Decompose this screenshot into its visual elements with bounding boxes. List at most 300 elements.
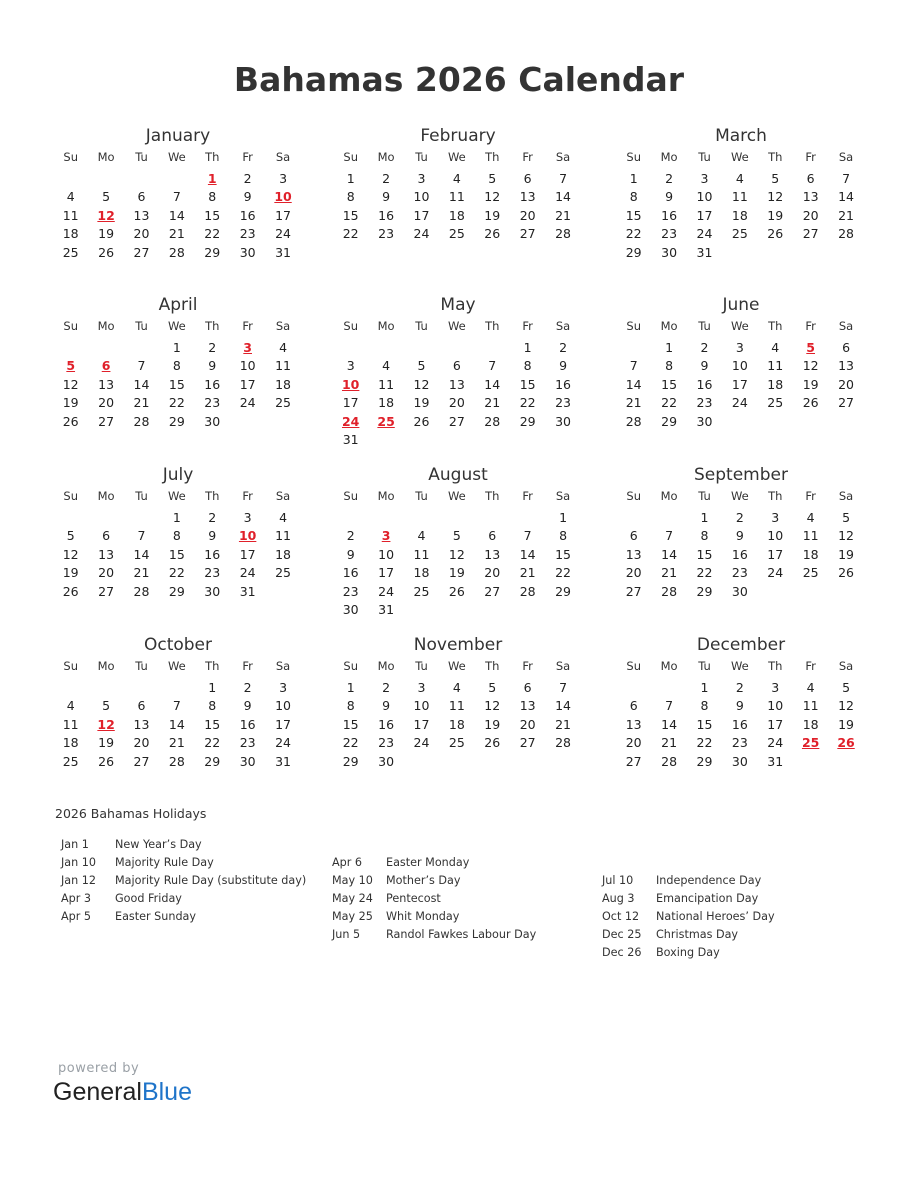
empty-day-cell bbox=[88, 170, 123, 188]
holiday-column bbox=[602, 872, 775, 961]
day-cell: 24 bbox=[275, 226, 291, 242]
day-cell: 28 bbox=[519, 583, 536, 599]
holiday-row bbox=[332, 854, 536, 872]
month-days-grid bbox=[53, 148, 303, 262]
day-cell: 22 bbox=[342, 226, 359, 242]
weekday-header: Su bbox=[63, 659, 78, 673]
month-name: May bbox=[440, 295, 476, 315]
day-cell: 8 bbox=[629, 189, 638, 205]
empty-day-cell bbox=[53, 679, 88, 697]
weekday-header: Fr bbox=[522, 489, 533, 503]
day-cell: 21 bbox=[168, 735, 185, 751]
holiday-name: Emancipation Day bbox=[656, 891, 759, 905]
month-name: July bbox=[162, 465, 194, 485]
empty-day-cell bbox=[475, 339, 510, 357]
day-cell: 27 bbox=[448, 413, 465, 429]
holiday-date: May 25 bbox=[332, 909, 373, 923]
day-cell: 20 bbox=[133, 226, 150, 242]
weekday-header: Th bbox=[485, 659, 500, 673]
day-cell: 8 bbox=[700, 698, 709, 714]
weekday-header: Mo bbox=[377, 489, 395, 503]
day-cell: 24 bbox=[239, 395, 256, 411]
day-cell: 15 bbox=[342, 207, 359, 223]
month-january bbox=[53, 125, 303, 262]
day-cell: 15 bbox=[696, 546, 713, 562]
day-cell: 17 bbox=[275, 716, 291, 732]
day-cell: 31 bbox=[275, 753, 291, 769]
day-cell: 29 bbox=[204, 244, 221, 260]
weekday-header: Mo bbox=[97, 659, 115, 673]
day-cell: 10 bbox=[696, 189, 713, 205]
day-cell: 5 bbox=[488, 171, 497, 186]
day-cell: 28 bbox=[661, 583, 678, 599]
day-cell: 9 bbox=[559, 358, 568, 374]
day-cell: 19 bbox=[62, 565, 79, 581]
day-cell: 22 bbox=[696, 735, 713, 751]
day-cell: 11 bbox=[275, 358, 291, 374]
month-may bbox=[333, 294, 583, 449]
weekday-header: Su bbox=[626, 659, 641, 673]
day-cell: 4 bbox=[417, 528, 426, 544]
day-cell: 13 bbox=[802, 189, 819, 205]
day-cell: 27 bbox=[519, 226, 536, 242]
empty-day-cell bbox=[124, 679, 159, 697]
day-cell: 1 bbox=[172, 510, 181, 525]
month-name: November bbox=[413, 635, 503, 655]
holiday-row bbox=[61, 854, 306, 872]
day-cell: 31 bbox=[239, 583, 256, 599]
day-cell: 3 bbox=[346, 358, 355, 374]
day-cell: 1 bbox=[559, 510, 568, 525]
day-cell: 11 bbox=[413, 546, 430, 562]
weekday-header: Fr bbox=[522, 659, 533, 673]
weekday-header: Sa bbox=[275, 319, 291, 333]
day-cell: 30 bbox=[204, 413, 221, 429]
day-cell: 2 bbox=[243, 680, 252, 695]
empty-day-cell bbox=[439, 339, 474, 357]
weekday-header: Th bbox=[205, 319, 220, 333]
holiday-column bbox=[332, 854, 536, 943]
weekday-header: Th bbox=[768, 150, 783, 164]
holiday-date: Apr 3 bbox=[61, 891, 92, 905]
day-cell: 21 bbox=[661, 735, 678, 751]
month-march bbox=[616, 125, 866, 262]
day-cell: 18 bbox=[62, 735, 79, 751]
day-cell: 31 bbox=[275, 244, 291, 260]
day-cell: 2 bbox=[208, 510, 217, 525]
weekday-header: Su bbox=[626, 489, 641, 503]
holiday-name: Whit Monday bbox=[386, 909, 460, 923]
day-cell: 4 bbox=[66, 189, 75, 205]
day-cell: 9 bbox=[700, 358, 709, 374]
day-cell: 5 bbox=[417, 358, 426, 374]
empty-day-cell bbox=[616, 679, 651, 697]
holiday-row bbox=[602, 872, 775, 890]
weekday-header: We bbox=[447, 319, 466, 333]
day-cell: 2 bbox=[208, 340, 217, 355]
day-cell: 19 bbox=[484, 716, 501, 732]
weekday-header: Tu bbox=[415, 319, 428, 333]
holiday-date: Jan 10 bbox=[61, 855, 97, 869]
day-cell: 23 bbox=[204, 395, 221, 411]
month-february bbox=[333, 125, 583, 244]
generalblue-logo[interactable] bbox=[53, 1078, 192, 1107]
day-cell: 10 bbox=[239, 358, 256, 374]
day-cell: 18 bbox=[413, 565, 430, 581]
month-name: February bbox=[420, 126, 496, 146]
empty-day-cell bbox=[124, 509, 159, 527]
day-cell: 18 bbox=[802, 546, 819, 562]
day-cell: 30 bbox=[204, 583, 221, 599]
weekday-header: Fr bbox=[242, 489, 253, 503]
weekday-header: Mo bbox=[660, 489, 678, 503]
day-cell: 25 bbox=[413, 583, 430, 599]
day-cell: 29 bbox=[168, 583, 185, 599]
weekday-header: Fr bbox=[242, 659, 253, 673]
day-cell: 29 bbox=[168, 413, 185, 429]
weekday-header: We bbox=[447, 489, 466, 503]
day-cell: 27 bbox=[133, 244, 150, 260]
day-cell: 5 bbox=[102, 698, 111, 714]
day-cell: 18 bbox=[802, 716, 819, 732]
day-cell: 5 bbox=[488, 680, 497, 695]
day-cell: 17 bbox=[275, 207, 291, 223]
day-cell: 23 bbox=[342, 583, 359, 599]
holiday-date: May 10 bbox=[332, 873, 373, 887]
weekday-header: Th bbox=[205, 489, 220, 503]
day-cell: 31 bbox=[378, 601, 395, 617]
holiday-row bbox=[61, 836, 306, 854]
holiday-name: Independence Day bbox=[656, 874, 762, 887]
day-cell: 7 bbox=[488, 358, 497, 374]
day-cell: 20 bbox=[625, 565, 642, 581]
empty-day-cell bbox=[333, 509, 368, 527]
day-cell: 12 bbox=[62, 376, 79, 392]
month-name: April bbox=[158, 295, 198, 315]
day-cell: 28 bbox=[133, 413, 150, 429]
empty-day-cell bbox=[159, 170, 194, 188]
day-cell: 3 bbox=[771, 680, 780, 695]
weekday-header: Fr bbox=[242, 319, 253, 333]
day-cell: 31 bbox=[696, 244, 713, 260]
empty-day-cell bbox=[439, 509, 474, 527]
weekday-header: Su bbox=[343, 659, 358, 673]
day-cell: 1 bbox=[346, 171, 355, 186]
day-cell: 3 bbox=[279, 680, 288, 695]
day-cell: 23 bbox=[731, 565, 748, 581]
day-cell: 13 bbox=[519, 189, 536, 205]
day-cell: 1 bbox=[700, 510, 709, 525]
day-cell: 1 bbox=[208, 680, 217, 695]
day-cell: 9 bbox=[208, 528, 217, 544]
day-cell: 21 bbox=[133, 565, 150, 581]
weekday-header: Tu bbox=[135, 489, 148, 503]
weekday-header: Fr bbox=[242, 150, 253, 164]
day-cell: 20 bbox=[448, 395, 465, 411]
weekday-header: Sa bbox=[838, 489, 854, 503]
day-cell: 22 bbox=[204, 226, 221, 242]
day-cell: 9 bbox=[735, 528, 744, 544]
weekday-header: Mo bbox=[377, 150, 395, 164]
day-cell: 1 bbox=[629, 171, 638, 186]
day-cell: 2 bbox=[382, 680, 391, 695]
day-cell: 23 bbox=[239, 735, 256, 751]
day-cell: 3 bbox=[771, 510, 780, 525]
weekday-header: Fr bbox=[805, 319, 816, 333]
month-april bbox=[53, 294, 303, 431]
day-cell: 20 bbox=[133, 735, 150, 751]
day-cell: 8 bbox=[172, 358, 181, 374]
day-cell: 16 bbox=[696, 376, 713, 392]
day-cell: 26 bbox=[802, 395, 819, 411]
weekday-header: Mo bbox=[377, 319, 395, 333]
day-cell: 13 bbox=[133, 716, 150, 732]
day-cell: 14 bbox=[168, 716, 185, 732]
day-cell: 20 bbox=[838, 376, 854, 392]
day-cell: 15 bbox=[204, 207, 221, 223]
day-cell: 16 bbox=[342, 565, 359, 581]
day-cell: 23 bbox=[239, 226, 256, 242]
empty-day-cell bbox=[475, 509, 510, 527]
day-cell: 30 bbox=[696, 413, 713, 429]
day-cell: 8 bbox=[208, 698, 217, 714]
holidays-title: 2026 Bahamas Holidays bbox=[55, 806, 207, 821]
weekday-header: Su bbox=[63, 319, 78, 333]
day-cell: 6 bbox=[523, 680, 532, 695]
day-cell: 28 bbox=[838, 226, 854, 242]
weekday-header: Fr bbox=[522, 319, 533, 333]
day-cell: 17 bbox=[239, 376, 256, 392]
weekday-header: Tu bbox=[415, 150, 428, 164]
day-cell: 25 bbox=[448, 226, 465, 242]
day-cell: 4 bbox=[66, 698, 75, 714]
day-cell: 29 bbox=[625, 244, 642, 260]
holiday-date: Jun 5 bbox=[332, 927, 361, 941]
day-cell: 28 bbox=[168, 244, 185, 260]
day-cell: 19 bbox=[838, 716, 854, 732]
day-cell: 14 bbox=[555, 698, 571, 714]
day-cell: 8 bbox=[523, 358, 532, 374]
weekday-header: Th bbox=[768, 319, 783, 333]
day-cell: 5 bbox=[842, 680, 851, 695]
day-cell: 8 bbox=[346, 698, 355, 714]
weekday-header: Sa bbox=[838, 659, 854, 673]
day-cell: 14 bbox=[661, 716, 678, 732]
holiday-name: Majority Rule Day bbox=[115, 855, 214, 869]
day-cell: 4 bbox=[279, 510, 288, 525]
day-cell: 16 bbox=[731, 716, 748, 732]
holiday-day-cell: 25 bbox=[377, 413, 395, 429]
holiday-day-cell: 24 bbox=[341, 413, 360, 429]
month-name: March bbox=[715, 126, 767, 146]
day-cell: 11 bbox=[731, 189, 748, 205]
holiday-day-cell: 10 bbox=[274, 189, 292, 205]
day-cell: 18 bbox=[275, 546, 291, 562]
day-cell: 16 bbox=[204, 376, 221, 392]
day-cell: 7 bbox=[137, 358, 146, 374]
day-cell: 24 bbox=[767, 735, 784, 751]
weekday-header: Fr bbox=[805, 659, 816, 673]
day-cell: 21 bbox=[133, 395, 150, 411]
empty-day-cell bbox=[368, 339, 403, 357]
day-cell: 15 bbox=[555, 546, 571, 562]
holiday-day-cell: 3 bbox=[243, 340, 252, 355]
day-cell: 22 bbox=[661, 395, 678, 411]
day-cell: 4 bbox=[806, 510, 815, 525]
day-cell: 14 bbox=[555, 189, 571, 205]
day-cell: 30 bbox=[661, 244, 678, 260]
day-cell: 19 bbox=[413, 395, 430, 411]
day-cell: 23 bbox=[661, 226, 678, 242]
day-cell: 11 bbox=[802, 528, 819, 544]
day-cell: 11 bbox=[275, 528, 291, 544]
day-cell: 19 bbox=[767, 207, 784, 223]
weekday-header: Th bbox=[768, 659, 783, 673]
weekday-header: Tu bbox=[135, 150, 148, 164]
powered-by-label: powered by bbox=[58, 1061, 140, 1076]
month-name: December bbox=[696, 635, 786, 655]
day-cell: 28 bbox=[168, 753, 185, 769]
day-cell: 25 bbox=[767, 395, 784, 411]
holiday-date: Apr 5 bbox=[61, 909, 92, 923]
weekday-header: Fr bbox=[805, 150, 816, 164]
day-cell: 8 bbox=[172, 528, 181, 544]
day-cell: 16 bbox=[661, 207, 678, 223]
day-cell: 29 bbox=[519, 413, 536, 429]
month-days-grid bbox=[616, 148, 866, 262]
day-cell: 12 bbox=[448, 546, 465, 562]
weekday-header: We bbox=[167, 489, 186, 503]
logo-general-text: General bbox=[53, 1078, 142, 1106]
day-cell: 16 bbox=[204, 546, 221, 562]
day-cell: 26 bbox=[62, 583, 79, 599]
day-cell: 30 bbox=[239, 753, 256, 769]
holiday-date: Apr 6 bbox=[332, 856, 363, 869]
weekday-header: Mo bbox=[97, 150, 115, 164]
day-cell: 4 bbox=[452, 171, 461, 186]
holiday-date: Dec 25 bbox=[602, 927, 642, 941]
empty-day-cell bbox=[616, 339, 651, 357]
day-cell: 16 bbox=[239, 207, 256, 223]
month-november bbox=[333, 634, 583, 771]
holiday-date: Aug 3 bbox=[602, 891, 635, 905]
day-cell: 10 bbox=[767, 698, 784, 714]
empty-day-cell bbox=[124, 170, 159, 188]
holiday-name: New Year’s Day bbox=[115, 838, 202, 851]
weekday-header: Su bbox=[626, 319, 641, 333]
empty-day-cell bbox=[651, 509, 686, 527]
day-cell: 3 bbox=[417, 171, 426, 186]
day-cell: 19 bbox=[448, 565, 465, 581]
day-cell: 29 bbox=[696, 753, 713, 769]
month-days-grid bbox=[616, 317, 866, 431]
day-cell: 18 bbox=[275, 376, 291, 392]
day-cell: 6 bbox=[842, 340, 851, 355]
day-cell: 31 bbox=[767, 753, 784, 769]
month-name: September bbox=[694, 465, 788, 485]
day-cell: 17 bbox=[767, 546, 784, 562]
weekday-header: Su bbox=[63, 489, 78, 503]
day-cell: 19 bbox=[838, 546, 854, 562]
day-cell: 5 bbox=[102, 189, 111, 205]
day-cell: 19 bbox=[62, 395, 79, 411]
month-days-grid bbox=[616, 487, 866, 601]
day-cell: 29 bbox=[204, 753, 221, 769]
day-cell: 10 bbox=[413, 698, 430, 714]
day-cell: 10 bbox=[731, 358, 748, 374]
day-cell: 4 bbox=[382, 358, 391, 374]
day-cell: 21 bbox=[661, 565, 678, 581]
weekday-header: Mo bbox=[97, 489, 115, 503]
weekday-header: Th bbox=[205, 150, 220, 164]
holiday-name: Good Friday bbox=[115, 891, 182, 905]
month-name: June bbox=[722, 295, 760, 315]
day-cell: 13 bbox=[838, 358, 854, 374]
day-cell: 30 bbox=[239, 244, 256, 260]
weekday-header: Tu bbox=[135, 319, 148, 333]
day-cell: 17 bbox=[696, 207, 713, 223]
day-cell: 7 bbox=[172, 189, 181, 205]
holiday-row bbox=[332, 926, 536, 944]
holiday-row bbox=[602, 890, 775, 908]
day-cell: 23 bbox=[204, 565, 221, 581]
day-cell: 20 bbox=[802, 207, 819, 223]
weekday-header: Sa bbox=[838, 319, 854, 333]
day-cell: 27 bbox=[484, 583, 501, 599]
day-cell: 13 bbox=[448, 376, 465, 392]
day-cell: 24 bbox=[767, 565, 784, 581]
day-cell: 18 bbox=[62, 226, 79, 242]
day-cell: 8 bbox=[700, 528, 709, 544]
day-cell: 7 bbox=[137, 528, 146, 544]
month-june bbox=[616, 294, 866, 431]
holiday-day-cell: 5 bbox=[66, 358, 76, 374]
holiday-name: Easter Sunday bbox=[115, 909, 197, 923]
weekday-header: Mo bbox=[97, 319, 115, 333]
day-cell: 6 bbox=[523, 171, 532, 186]
day-cell: 12 bbox=[838, 698, 854, 714]
weekday-header: Th bbox=[485, 489, 500, 503]
month-september bbox=[616, 464, 866, 601]
day-cell: 24 bbox=[413, 735, 430, 751]
day-cell: 16 bbox=[731, 546, 748, 562]
month-days-grid bbox=[53, 487, 303, 601]
day-cell: 3 bbox=[279, 171, 288, 186]
weekday-header: Mo bbox=[660, 319, 678, 333]
day-cell: 15 bbox=[661, 376, 678, 392]
holiday-date: Oct 12 bbox=[602, 909, 640, 923]
day-cell: 11 bbox=[802, 698, 819, 714]
day-cell: 20 bbox=[519, 716, 536, 732]
day-cell: 30 bbox=[731, 583, 748, 599]
day-cell: 16 bbox=[378, 207, 395, 223]
day-cell: 26 bbox=[838, 565, 854, 581]
empty-day-cell bbox=[651, 679, 686, 697]
day-cell: 24 bbox=[731, 395, 748, 411]
day-cell: 12 bbox=[62, 546, 79, 562]
day-cell: 9 bbox=[382, 189, 391, 205]
day-cell: 1 bbox=[665, 340, 674, 355]
empty-day-cell bbox=[88, 339, 123, 357]
empty-day-cell bbox=[159, 679, 194, 697]
day-cell: 17 bbox=[767, 716, 784, 732]
day-cell: 23 bbox=[731, 735, 748, 751]
day-cell: 26 bbox=[413, 413, 430, 429]
day-cell: 2 bbox=[382, 171, 391, 186]
month-august bbox=[333, 464, 583, 619]
day-cell: 3 bbox=[417, 680, 426, 695]
logo-blue-text: Blue bbox=[141, 1078, 192, 1106]
